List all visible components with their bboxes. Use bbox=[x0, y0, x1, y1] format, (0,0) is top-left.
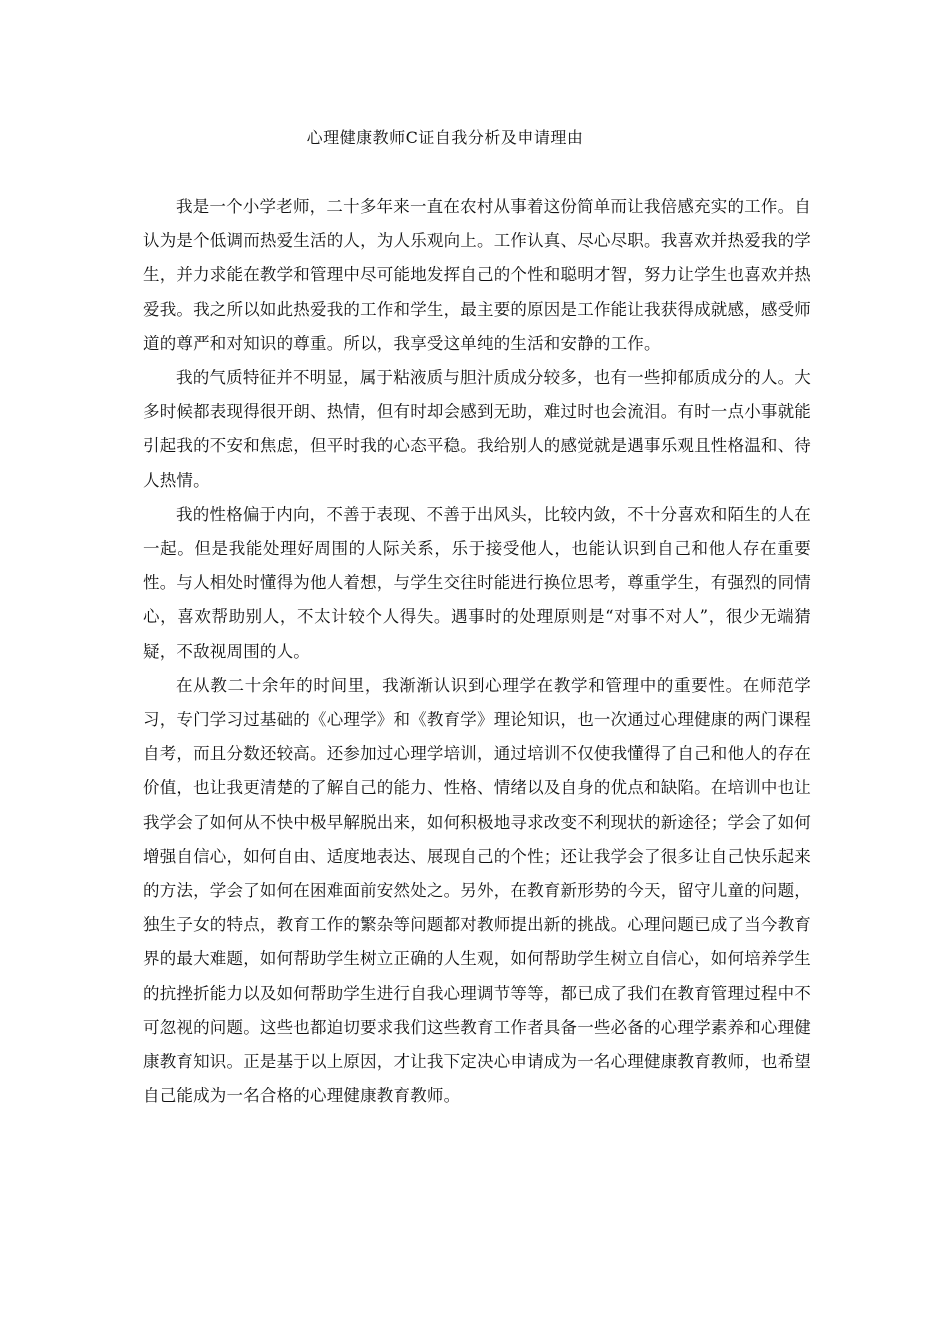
document-title: 心理健康教师C证自我分析及申请理由 bbox=[306, 128, 584, 147]
paragraph-temperament: 我的气质特征并不明显，属于粘液质与胆汁质成分较多，也有一些抑郁质成分的人。大多时候都表现得很开朗、热情，但有时却会感到无助，难过时也会流泪。有时一点小事就能引起我的不安和焦虑，但平时我的心态平稳。我给别人的感觉就是遇事乐观且性格温和、待人热情。 bbox=[143, 368, 811, 490]
paragraph-personality: 我的性格偏于内向，不善于表现、不善于出风头，比较内敛，不十分喜欢和陌生的人在一起。但是我能处理好周围的人际关系，乐于接受他人，也能认识到自己和他人存在重要性。与人相处时懂得为他人着想，与学生交往时能进行换位思考，尊重学生，有强烈的同情心，喜欢帮助别人，不太计较个人得失。遇事时的处理原则是“对事不对人”，很少无端猜疑，不敌视周围的人。 bbox=[143, 504, 811, 661]
paragraph-self-introduction: 我是一个小学老师，二十多年来一直在农村从事着这份简单而让我倍感充实的工作。自认为是个低调而热爱生活的人，为人乐观向上。工作认真、尽心尽职。我喜欢并热爱我的学生，并力求能在教学和管理中尽可能地发挥自己的个性和聪明才智，努力让学生也喜欢并热爱我。我之所以如此热爱我的工作和学生，最主要的原因是工作能让我获得成就感，感受师道的尊严和对知识的尊重。所以，我享受这单纯的生活和安静的工作。 bbox=[143, 197, 811, 353]
document-body bbox=[143, 190, 811, 1113]
paragraph-application-reasons: 在从教二十余年的时间里，我渐渐认识到心理学在教学和管理中的重要性。在师范学习，专门学习过基础的《心理学》和《教育学》理论知识，也一次通过心理健康的两门课程自考，而且分数还较高。还参加过心理学培训，通过培训不仅使我懂得了自己和他人的存在价值，也让我更清楚的了解自己的能力、性格、情绪以及自身的优点和缺陷。在培训中也让我学会了如何从不快中极早解脱出来，如何积极地寻求改变不利现状的新途径；学会了如何增强自信心，如何自由、适度地表达、展现自己的个性；还让我学会了很多让自己快乐起来的方法，学会了如何在困难面前安然处之。另外，在教育新形势的今天，留守儿童的问题，独生子女的特点，教育工作的繁杂等问题都对教师提出新的挑战。心理问题已成了当今教育界的最大难题，如何帮助学生树立正确的人生观，如何帮助学生树立自信心，如何培养学生的抗挫折能力以及如何帮助学生进行自我心理调节等等，都已成了我们在教育管理过程中不可忽视的问题。这些也都迫切要求我们这些教育工作者具备一些必备的心理学素养和心理健康教育知识。正是基于以上原因，才让我下定决心申请成为一名心理健康教育教师，也希望自己能成为一名合格的心理健康教育教师。 bbox=[143, 675, 811, 1106]
